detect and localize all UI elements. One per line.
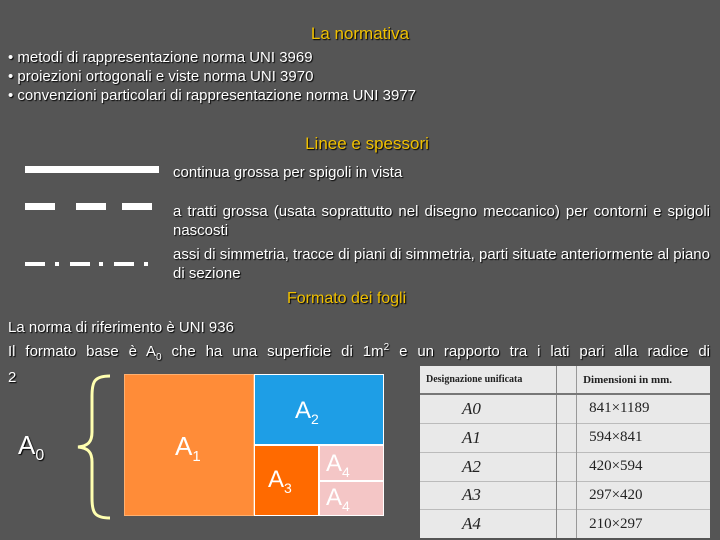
table-header-dimensions: Dimensioni in mm. — [583, 373, 673, 386]
a1-sheet — [124, 374, 254, 516]
format-table — [420, 366, 710, 538]
lines-section-title: Linee e spessori — [305, 134, 429, 153]
dashdot-line-dot — [144, 262, 148, 266]
format-section-title: Formato dei fogli — [287, 290, 407, 307]
slide-title: La normativa — [310, 24, 410, 43]
a4-label: $A_4$ — [326, 484, 350, 514]
dashed-line-segment — [122, 203, 152, 210]
a3-label: $A_3$ — [268, 466, 292, 496]
dashed-line-segment — [25, 203, 55, 210]
table-row: A0 841×1189 — [420, 394, 710, 423]
a2-sheet — [254, 374, 384, 445]
line-description-1: continua grossa per spigoli in vista — [173, 164, 403, 181]
dashdot-line-dot — [55, 262, 59, 266]
dashdot-line-segment — [114, 262, 134, 266]
bullet-item: • proiezioni ortogonali e viste norma UNI 3970 — [8, 68, 314, 85]
line-description-2-text: a tratti grossa (usata soprattutto nel disegno meccanico) per contorni e spigoli nascosti — [173, 203, 710, 239]
paper-format-diagram — [124, 374, 384, 516]
line-description-3-text: assi di simmetria, tracce di piani di simmetria, parti situate anteriormente al piano di sezione — [173, 246, 710, 282]
a2-label: $A_2$ — [295, 397, 319, 427]
bullet-list — [8, 48, 416, 105]
table-row: A2 420×594 — [420, 452, 710, 481]
bullet-item: • metodi di rappresentazione norma UNI 3969 — [8, 49, 313, 66]
a4-sheet — [319, 445, 384, 481]
table-row: A3 297×420 — [420, 481, 710, 510]
format-line-3: 2 — [8, 369, 17, 386]
dashdot-line-segment — [25, 262, 45, 266]
table-row: A4 210×297 — [420, 510, 710, 538]
format-table-grid — [420, 366, 710, 538]
dashed-line-segment — [76, 203, 106, 210]
dashdot-line-dot — [99, 262, 103, 266]
a4-label: $A_4$ — [326, 450, 350, 480]
a4-sheet — [319, 481, 384, 516]
brace-icon — [72, 372, 116, 522]
a3-sheet — [254, 445, 319, 516]
a1-label: $A_1$ — [175, 431, 201, 466]
table-row: A1 594×841 — [420, 423, 710, 452]
continuous-line-sample — [25, 166, 159, 173]
a0-label: $A_0$ — [18, 430, 45, 465]
bullet-item: • convenzioni particolari di rappresentazione norma UNI 3977 — [8, 87, 416, 104]
format-line-1: La norma di riferimento è UNI 936 — [8, 319, 234, 336]
dashdot-line-segment — [70, 262, 90, 266]
line-description-3 — [173, 245, 710, 283]
format-line-2: Il formato base è $A_0$ che ha una superficie di $1m^2$ e un rapporto tra i lati pari alla radice di — [8, 342, 710, 363]
line-description-2 — [173, 202, 710, 240]
table-header-designation: Designazione unificata — [420, 366, 556, 394]
